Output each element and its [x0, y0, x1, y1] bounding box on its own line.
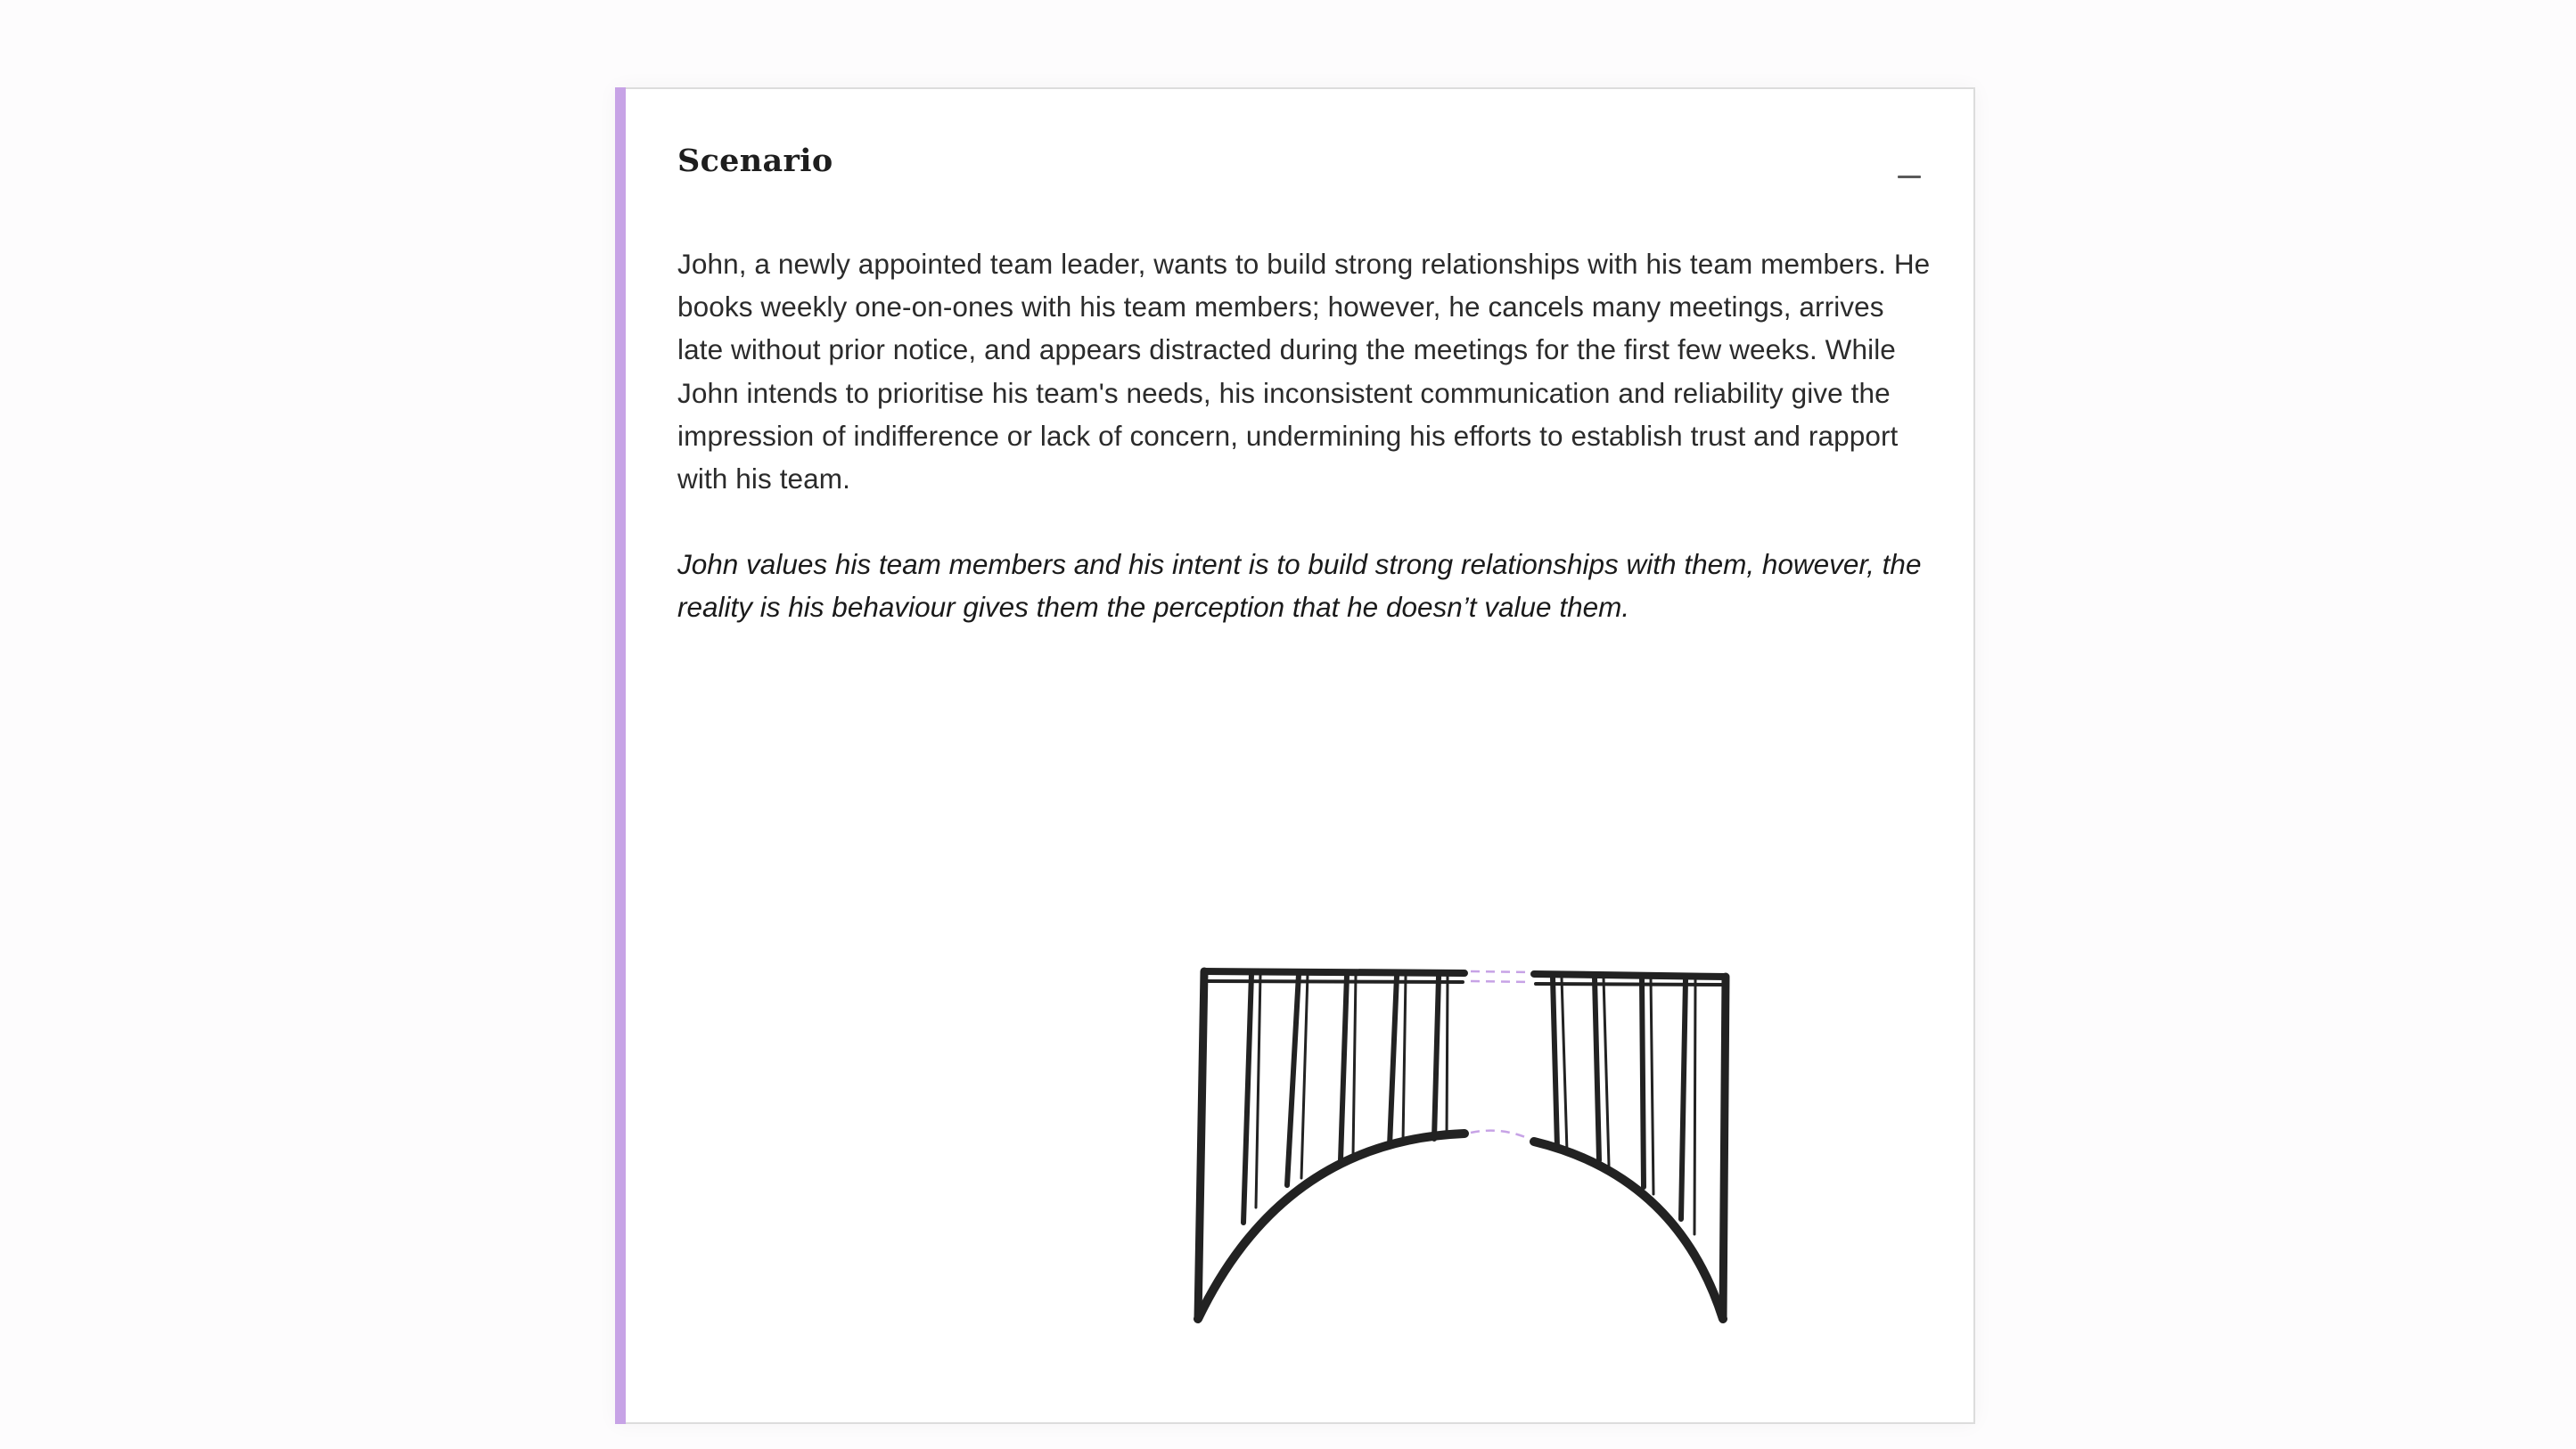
bridge-left-half [1198, 971, 1464, 1319]
right-cable [1642, 978, 1644, 1187]
right-cable [1595, 978, 1599, 1160]
right-cable [1553, 978, 1557, 1148]
collapse-button[interactable] [1883, 150, 1936, 203]
left-cable [1243, 974, 1251, 1223]
bridge-right-half [1534, 974, 1726, 1319]
bridge-gap-dashes [1471, 971, 1530, 1139]
scenario-card [615, 87, 1975, 1424]
gap-dash-top [1471, 971, 1530, 972]
right-cable [1604, 978, 1609, 1166]
right-cable [1562, 978, 1567, 1151]
left-cable [1256, 974, 1260, 1208]
left-cable [1390, 976, 1397, 1146]
scenario-key-insight: John values his team members and his intent is to build strong relationships with them, however, the reality is his behaviour gives them the perception that he doesn’t value them. [677, 548, 1922, 624]
left-cable [1447, 977, 1448, 1137]
left-cable [1301, 974, 1308, 1178]
left-cable [1353, 975, 1356, 1156]
left-arch [1198, 1134, 1464, 1319]
gap-dash-arch [1471, 1131, 1530, 1139]
left-deck-rail [1206, 981, 1463, 982]
accent-bar [615, 87, 626, 1424]
left-deck [1204, 971, 1464, 973]
right-cable [1694, 979, 1695, 1234]
left-cable [1403, 976, 1406, 1142]
broken-bridge-icon [1000, 855, 1802, 1355]
scenario-title: Scenario [677, 143, 833, 179]
minus-icon [1898, 176, 1921, 178]
left-cable [1434, 977, 1439, 1139]
right-deck [1534, 974, 1726, 977]
left-cable [1341, 975, 1347, 1160]
scenario-description: John, a newly appointed team leader, wants to build strong relationships with his team members. He books weekly one-on-ones with his team members; however, he cancels many meetings, arrives late without prior notice, and appears distracted during the meetings for the first few weeks. While John intends to prioritise his team's needs, his inconsistent communication and reliability give the impression of indifference or lack of concern, undermining his efforts to establish trust and rapport with his team. [677, 248, 1931, 495]
right-cable [1681, 979, 1686, 1219]
right-outer-pillar [1723, 977, 1726, 1319]
left-outer-pillar [1198, 971, 1204, 1319]
right-cable [1651, 978, 1653, 1194]
left-cable [1287, 974, 1299, 1185]
gap-dash-rail [1471, 981, 1530, 982]
